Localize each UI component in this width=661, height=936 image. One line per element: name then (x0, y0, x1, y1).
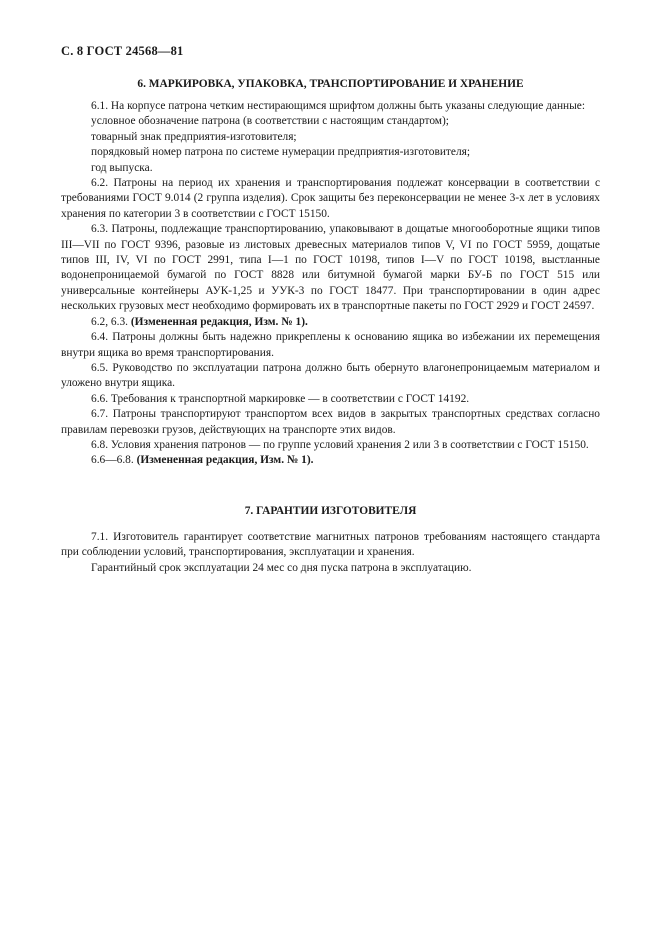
paragraph-6-8: 6.8. Условия хранения патронов — по группе условий хранения 2 или 3 в соответствии с ГОСТ 15150. (91, 438, 589, 451)
paragraph-6-3: 6.3. Патроны, подлежащие транспортированию, упаковывают в дощатые многооборотные ящики типов III—VII по ГОСТ 9396, разовые из листовых древесных материалов типов V, VI по ГОСТ 5959, дощатые типов III, IV, VI по ГОСТ 2991, типа I—1 по ГОСТ 10198, типов I—V по ГОСТ 10198, выстланные водонепроницаемой бумагой по ГОСТ 8828 или битумной бумагой марки БУ-Б по ГОСТ 515 или универсальные контейнеры АУК-1,25 и УУК-3 по ГОСТ 18477. При транспортировании в один адрес нескольких грузовых мест необходимо формировать их в транспортные пакеты по ГОСТ 2929 и ГОСТ 24597. (61, 223, 600, 313)
paragraph-7-1: 7.1. Изготовитель гарантирует соответствие магнитных патронов требованиям настоящего стандарта при соблюдении условий, транспортирования, эксплуатации и хранения. (61, 531, 600, 559)
paragraph-6-2: 6.2. Патроны на период их хранения и транспортирования подлежат консервации в соответствии с требованиями ГОСТ 9.014 (2 группа изделия). Срок защиты без переконсервации не менее 3-х лет в условиях хранения по категории 3 в соответствии с ГОСТ 15150. (61, 177, 600, 220)
paragraph-6-7: 6.7. Патроны транспортируют транспортом всех видов в закрытых транспортных средствах согласно правилам перевозки грузов, действующих на транспорте этих видов. (61, 408, 600, 436)
list-item: товарный знак предприятия-изготовителя; (91, 130, 297, 143)
amendment-note-ref: 6.2, 6.3. (91, 315, 129, 328)
section-6-heading: 6. МАРКИРОВКА, УПАКОВКА, ТРАНСПОРТИРОВАНИЕ И ХРАНЕНИЕ (137, 78, 524, 90)
paragraph-6-4: 6.4. Патроны должны быть надежно прикреплены к основанию ящика во избежании их перемещения внутри ящика во время транспортирования. (61, 331, 600, 359)
amendment-note-6-6-6-8 (61, 453, 600, 468)
list-item: условное обозначение патрона (в соответствии с настоящим стандартом); (91, 115, 449, 128)
section-7 (61, 504, 600, 576)
amendment-note-6-2-6-3 (61, 315, 600, 330)
paragraph-6-6: 6.6. Требования к транспортной маркировке — в соответствии с ГОСТ 14192. (91, 392, 470, 405)
section-6 (61, 77, 600, 469)
amendment-note-text: (Измененная редакция, Изм. № 1). (136, 454, 314, 467)
list-item: год выпуска. (91, 161, 153, 174)
amendment-note-text: (Измененная редакция, Изм. № 1). (130, 315, 308, 328)
paragraph-6-5: 6.5. Руководство по эксплуатации патрона должно быть обернуто влагонепроницаемым материалом и уложено внутри ящика. (61, 361, 600, 390)
amendment-note-ref: 6.6—6.8. (91, 454, 134, 467)
paragraph-6-1: 6.1. На корпусе патрона четким нестирающимся шрифтом должны быть указаны следующие данные: (91, 100, 586, 112)
list-item: порядковый номер патрона по системе нумерации предприятия-изготовителя; (91, 146, 471, 159)
section-7-heading: 7. ГАРАНТИИ ИЗГОТОВИТЕЛЯ (244, 505, 417, 517)
running-head: С. 8 ГОСТ 24568—81 (61, 44, 184, 58)
paragraph-7-2: Гарантийный срок эксплуатации 24 мес со дня пуска патрона в эксплуатацию. (91, 561, 472, 574)
